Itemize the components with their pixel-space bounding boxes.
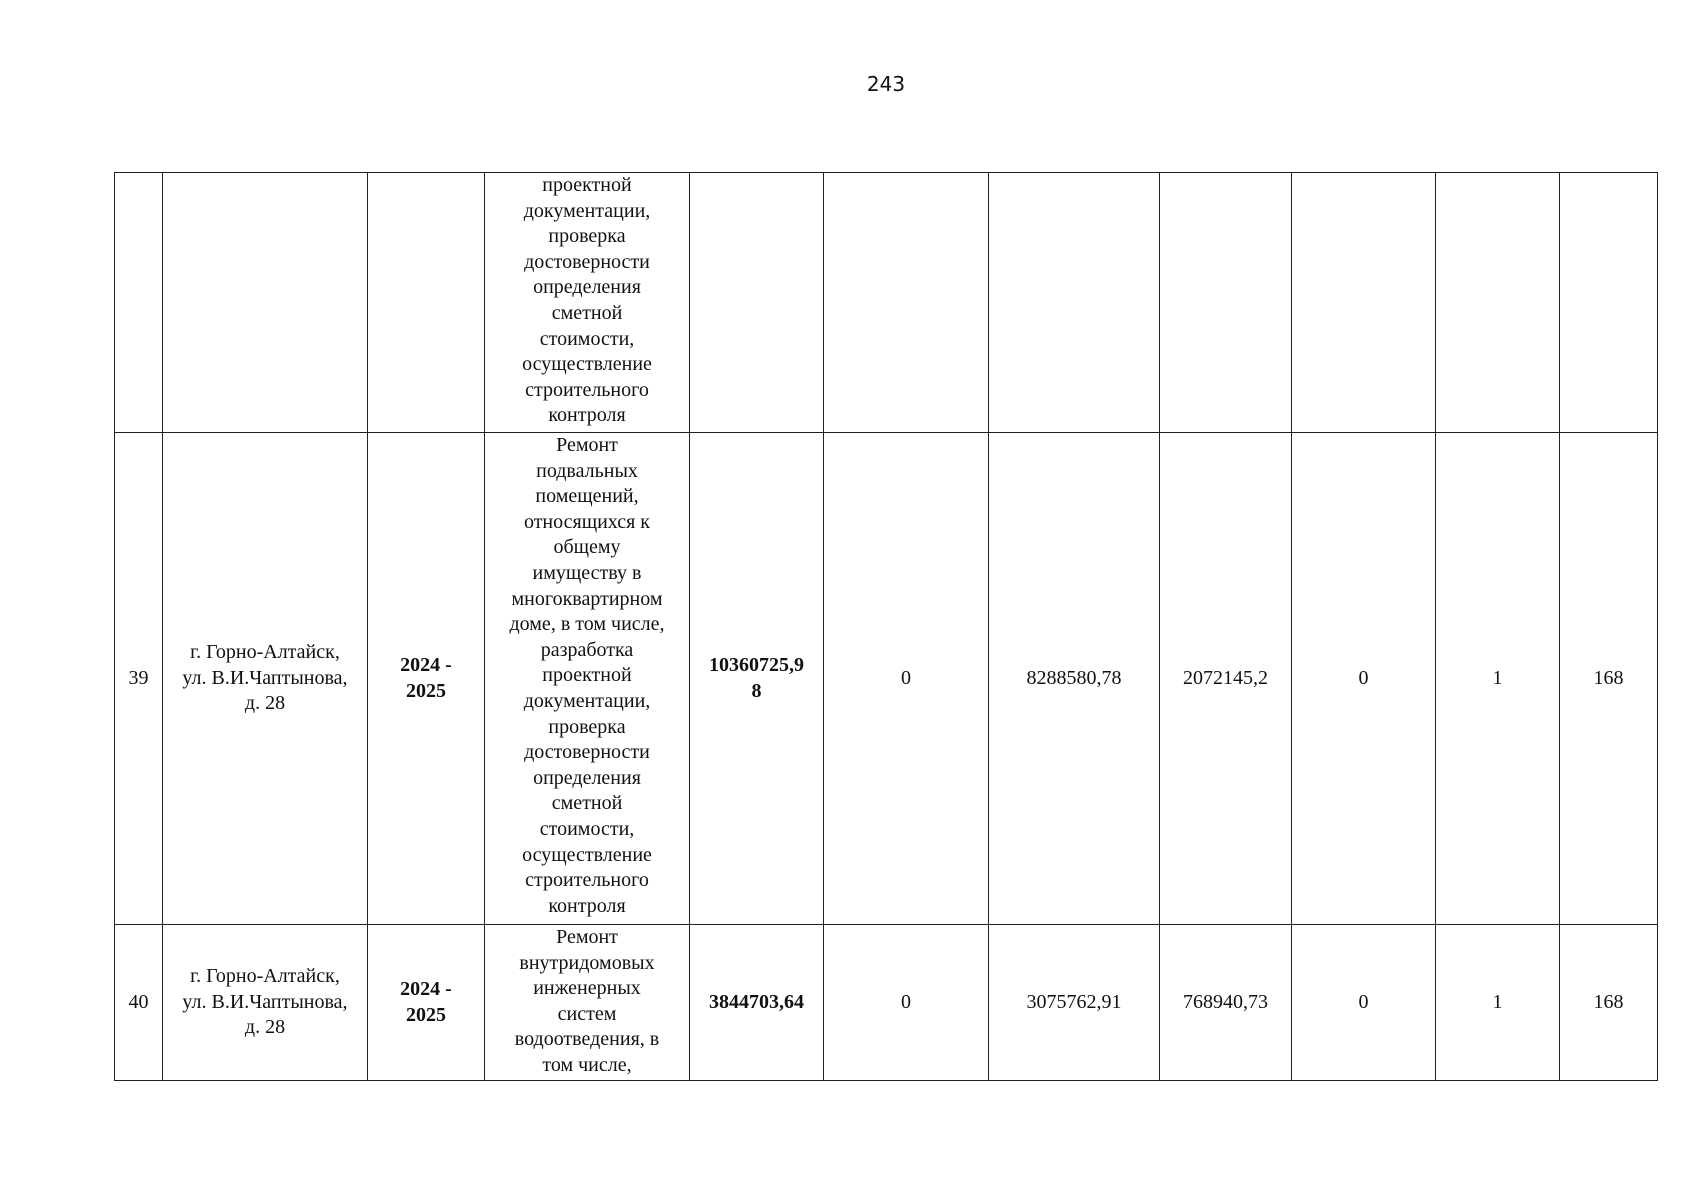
value-cell: 0 [1292,925,1436,1081]
address-cell: г. Горно-Алтайск, ул. В.И.Чаптынова, д. 28 [163,925,368,1081]
table-row [115,925,1658,1081]
row-number-cell [115,173,163,433]
value-cell: 1 [1436,925,1560,1081]
address-cell [163,173,368,433]
value-cell: 768940,73 [1160,925,1292,1081]
value-cell: 0 [824,925,989,1081]
work-description-cell: проектной документации, проверка достоверности определения сметной стоимости, осуществление строительного контроля [485,173,690,433]
value-cell: 0 [824,433,989,925]
value-cell: 0 [1292,433,1436,925]
period-cell: 2024 - 2025 [368,925,485,1081]
work-description-cell: Ремонт подвальных помещений, относящихся к общему имуществу в многоквартирном доме, в том числе, разработка проектной документации, проверка достоверности определения сметной стоимости, осуществление строительного контроля [485,433,690,925]
total-cost-cell: 3844703,64 [690,925,824,1081]
period-cell: 2024 - 2025 [368,433,485,925]
period-cell [368,173,485,433]
total-cost-cell [690,173,824,433]
address-cell: г. Горно-Алтайск, ул. В.И.Чаптынова, д. 28 [163,433,368,925]
table-row [115,433,1658,925]
value-cell [1292,173,1436,433]
row-number-cell: 39 [115,433,163,925]
table-row [115,173,1658,433]
value-cell: 168 [1560,925,1658,1081]
value-cell [1160,173,1292,433]
value-cell [1436,173,1560,433]
page-number: 243 [866,72,906,96]
value-cell [989,173,1160,433]
value-cell: 3075762,91 [989,925,1160,1081]
value-cell: 168 [1560,433,1658,925]
value-cell [1560,173,1658,433]
value-cell: 2072145,2 [1160,433,1292,925]
total-cost-cell: 10360725,9 8 [690,433,824,925]
value-cell: 1 [1436,433,1560,925]
row-number-cell: 40 [115,925,163,1081]
data-table [114,172,1658,1081]
value-cell: 8288580,78 [989,433,1160,925]
value-cell [824,173,989,433]
work-description-cell: Ремонт внутридомовых инженерных систем водоотведения, в том числе, [485,925,690,1081]
